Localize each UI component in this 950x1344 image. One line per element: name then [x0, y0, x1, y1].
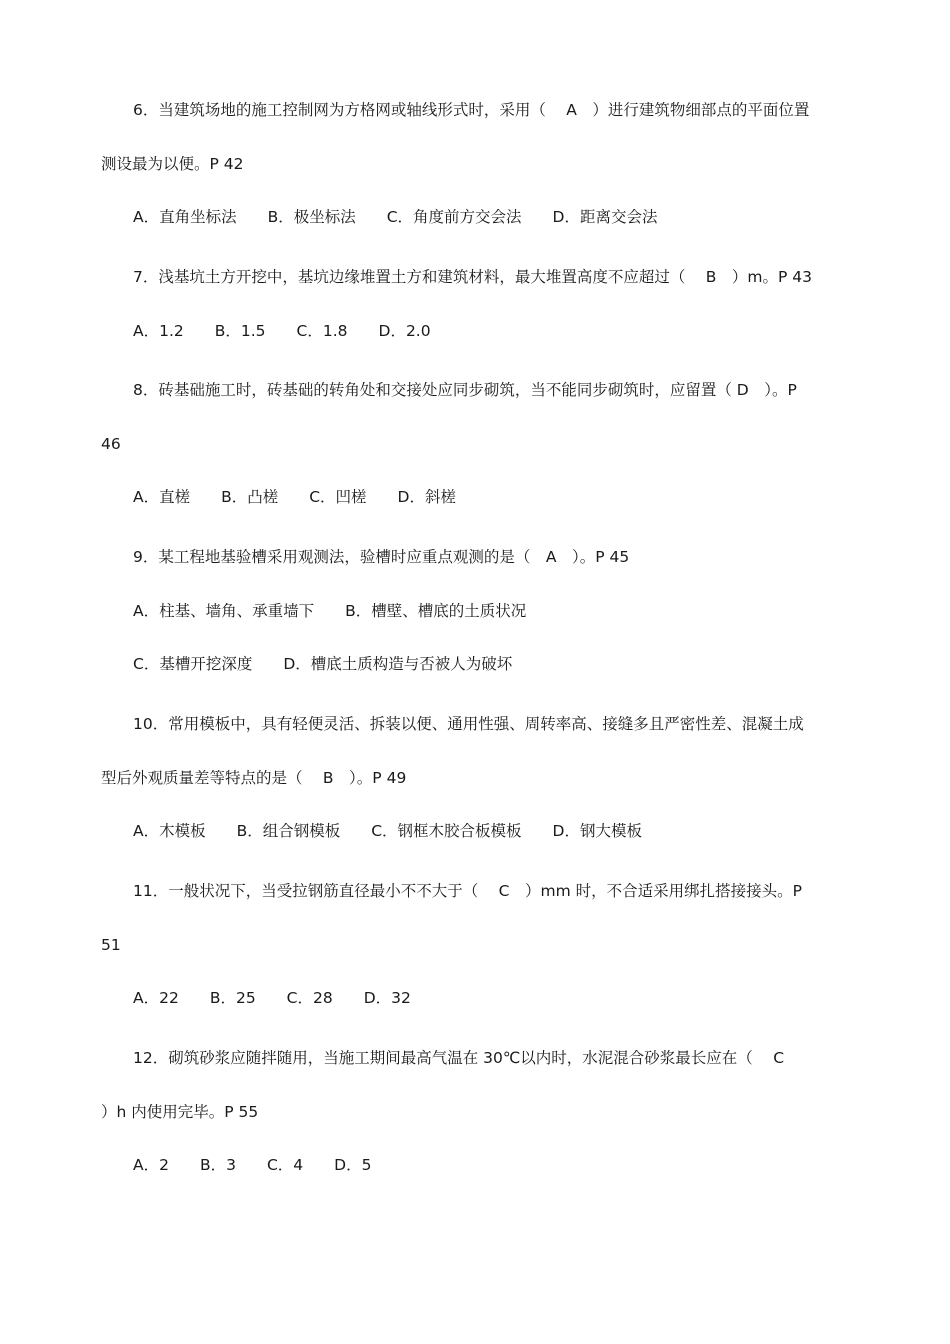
question-7-line-1: 7．浅基坑土方开挖中，基坑边缘堆置土方和建筑材料，最大堆置高度不应超过（ B ）m。P 43 [133, 268, 813, 286]
question-6-options: A．直角坐标法 B．极坐标法 C．角度前方交会法 D．距离交会法 [133, 208, 658, 226]
question-10-line-1: 10．常用模板中，具有轻便灵活、拆装以便、通用性强、周转率高、接缝多且严密性差、混凝土成 [133, 715, 804, 733]
question-11-options: A．22 B．25 C．28 D．32 [133, 989, 411, 1007]
question-6-line-1: 6．当建筑场地的施工控制网为方格网或轴线形式时，采用（ A ）进行建筑物细部点的平面位置 [133, 101, 810, 119]
question-12-line-1: 12．砌筑砂浆应随拌随用，当施工期间最高气温在 30℃以内时，水泥混合砂浆最长应在（ C [133, 1049, 785, 1067]
question-10-options: A．木模板 B．组合钢模板 C．钢框木胶合板模板 D．钢大模板 [133, 822, 642, 840]
question-8-line-1: 8．砖基础施工时，砖基础的转角处和交接处应同步砌筑，当不能同步砌筑时，应留置（ D ）。P [133, 381, 797, 399]
question-7-options: A．1.2 B．1.5 C．1.8 D．2.0 [133, 322, 431, 340]
question-9-options-1: A．柱基、墙角、承重墙下 B．槽壁、槽底的土质状况 [133, 602, 527, 620]
question-12-options: A．2 B．3 C．4 D．5 [133, 1156, 372, 1174]
question-9-options-2: C．基槽开挖深度 D．槽底土质构造与否被人为破坏 [133, 655, 513, 673]
question-10-line-2: 型后外观质量差等特点的是（ B ）。P 49 [101, 769, 407, 787]
question-6-line-2: 测设最为以便。P 42 [101, 155, 244, 173]
question-8-options: A．直槎 B．凸槎 C．凹槎 D．斜槎 [133, 488, 456, 506]
question-11-line-2: 51 [101, 936, 121, 954]
question-12-line-2: ）h 内使用完毕。P 55 [101, 1103, 259, 1121]
question-8-line-2: 46 [101, 435, 121, 453]
question-9-line-1: 9．某工程地基验槽采用观测法，验槽时应重点观测的是（ A ）。P 45 [133, 548, 630, 566]
question-11-line-1: 11．一般状况下，当受拉钢筋直径最小不不大于（ C ）mm 时，不合适采用绑扎搭接接头。P [133, 882, 802, 900]
